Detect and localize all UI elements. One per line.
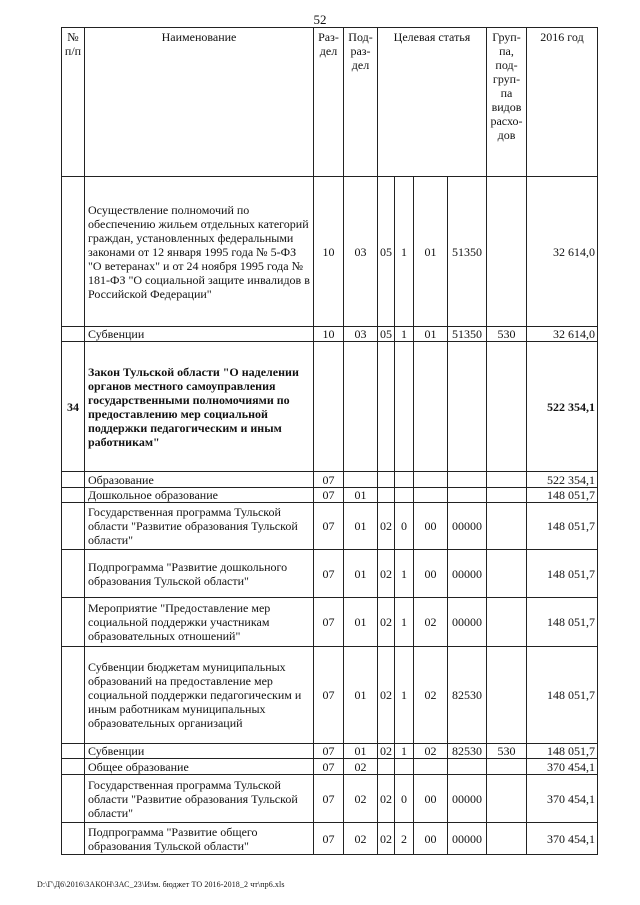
cell-target-direction: 00000 <box>448 598 487 647</box>
cell-target-program: 02 <box>378 744 395 759</box>
cell-amount: 148 051,7 <box>527 503 598 550</box>
cell-target-direction: 51350 <box>448 327 487 342</box>
page-number: 52 <box>313 12 327 27</box>
cell-target-subprogram <box>395 488 414 503</box>
table-row <box>62 503 598 550</box>
cell-target-program <box>378 472 395 488</box>
cell-target-subprogram <box>395 342 414 472</box>
cell-group <box>487 823 527 855</box>
cell-name: Подпрограмма "Развитие дошкольного образования Тульской области" <box>85 550 314 598</box>
cell-target-direction <box>448 488 487 503</box>
cell-podrazdel: 01 <box>344 598 378 647</box>
cell-amount: 32 614,0 <box>527 177 598 327</box>
cell-num <box>62 744 85 759</box>
cell-num <box>62 647 85 744</box>
cell-name: Субвенции бюджетам муниципальных образований на предоставление мер социальной поддержки педагогическим и иным работникам муниципальных образовательных организаций <box>85 647 314 744</box>
cell-target-direction: 00000 <box>448 550 487 598</box>
cell-num <box>62 488 85 503</box>
cell-target-direction: 51350 <box>448 177 487 327</box>
cell-num: 34 <box>62 342 85 472</box>
cell-num <box>62 759 85 775</box>
cell-podrazdel: 02 <box>344 823 378 855</box>
table-row <box>62 177 598 327</box>
cell-num <box>62 177 85 327</box>
cell-target-direction: 82530 <box>448 744 487 759</box>
cell-target-program <box>378 342 395 472</box>
cell-target-event <box>414 472 448 488</box>
cell-target-event: 01 <box>414 327 448 342</box>
cell-target-direction: 00000 <box>448 823 487 855</box>
cell-razdel: 10 <box>314 327 344 342</box>
cell-razdel: 07 <box>314 598 344 647</box>
cell-num <box>62 472 85 488</box>
cell-target-subprogram: 1 <box>395 550 414 598</box>
cell-target-event: 00 <box>414 823 448 855</box>
cell-target-program: 02 <box>378 775 395 823</box>
cell-group: 530 <box>487 327 527 342</box>
table-row <box>62 598 598 647</box>
cell-target-event <box>414 759 448 775</box>
cell-name: Образование <box>85 472 314 488</box>
cell-target-direction <box>448 759 487 775</box>
table-row <box>62 342 598 472</box>
cell-podrazdel: 02 <box>344 759 378 775</box>
cell-target-direction <box>448 342 487 472</box>
cell-group: 530 <box>487 744 527 759</box>
table-row <box>62 775 598 823</box>
cell-target-direction: 00000 <box>448 775 487 823</box>
table-row <box>62 472 598 488</box>
cell-group <box>487 342 527 472</box>
cell-razdel <box>314 342 344 472</box>
cell-target-subprogram: 0 <box>395 503 414 550</box>
cell-target-program: 05 <box>378 327 395 342</box>
cell-target-subprogram: 2 <box>395 823 414 855</box>
cell-razdel: 10 <box>314 177 344 327</box>
cell-podrazdel: 02 <box>344 775 378 823</box>
cell-target-subprogram: 1 <box>395 177 414 327</box>
table-row <box>62 647 598 744</box>
cell-razdel: 07 <box>314 472 344 488</box>
cell-group <box>487 647 527 744</box>
cell-num <box>62 503 85 550</box>
cell-group <box>487 759 527 775</box>
header-row <box>62 28 598 177</box>
header-group: Груп-па, под-груп-па видов расхо-дов <box>487 28 527 177</box>
cell-target-program: 02 <box>378 823 395 855</box>
cell-target-subprogram: 0 <box>395 775 414 823</box>
table-row <box>62 744 598 759</box>
cell-amount: 148 051,7 <box>527 550 598 598</box>
table-row <box>62 550 598 598</box>
cell-num <box>62 775 85 823</box>
cell-target-program <box>378 759 395 775</box>
cell-name: Мероприятие "Предоставление мер социальной поддержки участникам образовательных отношений" <box>85 598 314 647</box>
cell-target-program: 02 <box>378 550 395 598</box>
cell-amount: 148 051,7 <box>527 488 598 503</box>
cell-podrazdel: 01 <box>344 488 378 503</box>
cell-group <box>487 550 527 598</box>
cell-razdel: 07 <box>314 550 344 598</box>
cell-target-event <box>414 488 448 503</box>
cell-group <box>487 472 527 488</box>
cell-podrazdel <box>344 472 378 488</box>
cell-group <box>487 488 527 503</box>
cell-target-program: 02 <box>378 647 395 744</box>
header-num: № п/п <box>62 28 85 177</box>
cell-razdel: 07 <box>314 759 344 775</box>
cell-name: Общее образование <box>85 759 314 775</box>
cell-target-event: 02 <box>414 598 448 647</box>
cell-podrazdel: 01 <box>344 647 378 744</box>
cell-razdel: 07 <box>314 488 344 503</box>
cell-target-program: 02 <box>378 598 395 647</box>
cell-num <box>62 550 85 598</box>
cell-podrazdel: 01 <box>344 744 378 759</box>
cell-amount: 370 454,1 <box>527 823 598 855</box>
cell-name: Государственная программа Тульской области "Развитие образования Тульской области" <box>85 775 314 823</box>
cell-target-event: 00 <box>414 550 448 598</box>
table-row <box>62 488 598 503</box>
cell-group <box>487 503 527 550</box>
cell-amount: 370 454,1 <box>527 775 598 823</box>
cell-razdel: 07 <box>314 823 344 855</box>
cell-target-event: 02 <box>414 744 448 759</box>
cell-amount: 32 614,0 <box>527 327 598 342</box>
cell-target-event: 02 <box>414 647 448 744</box>
cell-target-subprogram <box>395 759 414 775</box>
cell-target-event: 01 <box>414 177 448 327</box>
cell-target-program: 05 <box>378 177 395 327</box>
cell-name: Государственная программа Тульской области "Развитие образования Тульской области" <box>85 503 314 550</box>
cell-amount: 522 354,1 <box>527 472 598 488</box>
header-razdel: Раз-дел <box>314 28 344 177</box>
cell-name: Подпрограмма "Развитие общего образования Тульской области" <box>85 823 314 855</box>
cell-num <box>62 823 85 855</box>
table-row <box>62 823 598 855</box>
cell-razdel: 07 <box>314 744 344 759</box>
cell-target-direction <box>448 472 487 488</box>
cell-amount: 148 051,7 <box>527 647 598 744</box>
file-path-footer: D:\Г\Д6\2016\ЗАКОН\ЗАС_23\Изм. бюджет ТО 2016-2018_2 чт\пр6.xls <box>37 880 285 889</box>
cell-name: Субвенции <box>85 327 314 342</box>
cell-target-program: 02 <box>378 503 395 550</box>
cell-razdel: 07 <box>314 503 344 550</box>
table-row <box>62 759 598 775</box>
cell-group <box>487 598 527 647</box>
cell-podrazdel: 01 <box>344 550 378 598</box>
cell-amount: 370 454,1 <box>527 759 598 775</box>
cell-target-subprogram: 1 <box>395 647 414 744</box>
cell-target-subprogram: 1 <box>395 598 414 647</box>
cell-name: Осуществление полномочий по обеспечению жильем отдельных категорий граждан, установленных федеральными законами от 12 января 1995 года № 5-ФЗ "О ветеранах" и от 24 ноября 1995 года № 181-ФЗ "О социальной защите инвалидов в Российской Федерации" <box>85 177 314 327</box>
cell-target-event <box>414 342 448 472</box>
cell-razdel: 07 <box>314 647 344 744</box>
cell-amount: 522 354,1 <box>527 342 598 472</box>
table-row <box>62 327 598 342</box>
cell-target-subprogram: 1 <box>395 327 414 342</box>
header-year: 2016 год <box>527 28 598 177</box>
cell-target-program <box>378 488 395 503</box>
cell-num <box>62 598 85 647</box>
cell-target-direction: 00000 <box>448 503 487 550</box>
cell-target-direction: 82530 <box>448 647 487 744</box>
cell-num <box>62 327 85 342</box>
header-podrazdel: Под-раз-дел <box>344 28 378 177</box>
cell-group <box>487 775 527 823</box>
budget-table <box>61 27 598 855</box>
cell-amount: 148 051,7 <box>527 744 598 759</box>
cell-target-subprogram: 1 <box>395 744 414 759</box>
cell-target-event: 00 <box>414 775 448 823</box>
cell-amount: 148 051,7 <box>527 598 598 647</box>
cell-name: Субвенции <box>85 744 314 759</box>
cell-target-subprogram <box>395 472 414 488</box>
cell-name: Закон Тульской области "О наделении органов местного самоуправления государственными полномочиями по предоставлению мер социальной поддержки педагогическим и иным работникам" <box>85 342 314 472</box>
cell-group <box>487 177 527 327</box>
header-target: Целевая статья <box>378 28 487 177</box>
cell-name: Дошкольное образование <box>85 488 314 503</box>
cell-target-event: 00 <box>414 503 448 550</box>
cell-podrazdel <box>344 342 378 472</box>
cell-podrazdel: 03 <box>344 177 378 327</box>
cell-podrazdel: 01 <box>344 503 378 550</box>
cell-razdel: 07 <box>314 775 344 823</box>
cell-podrazdel: 03 <box>344 327 378 342</box>
header-name: Наименование <box>85 28 314 177</box>
